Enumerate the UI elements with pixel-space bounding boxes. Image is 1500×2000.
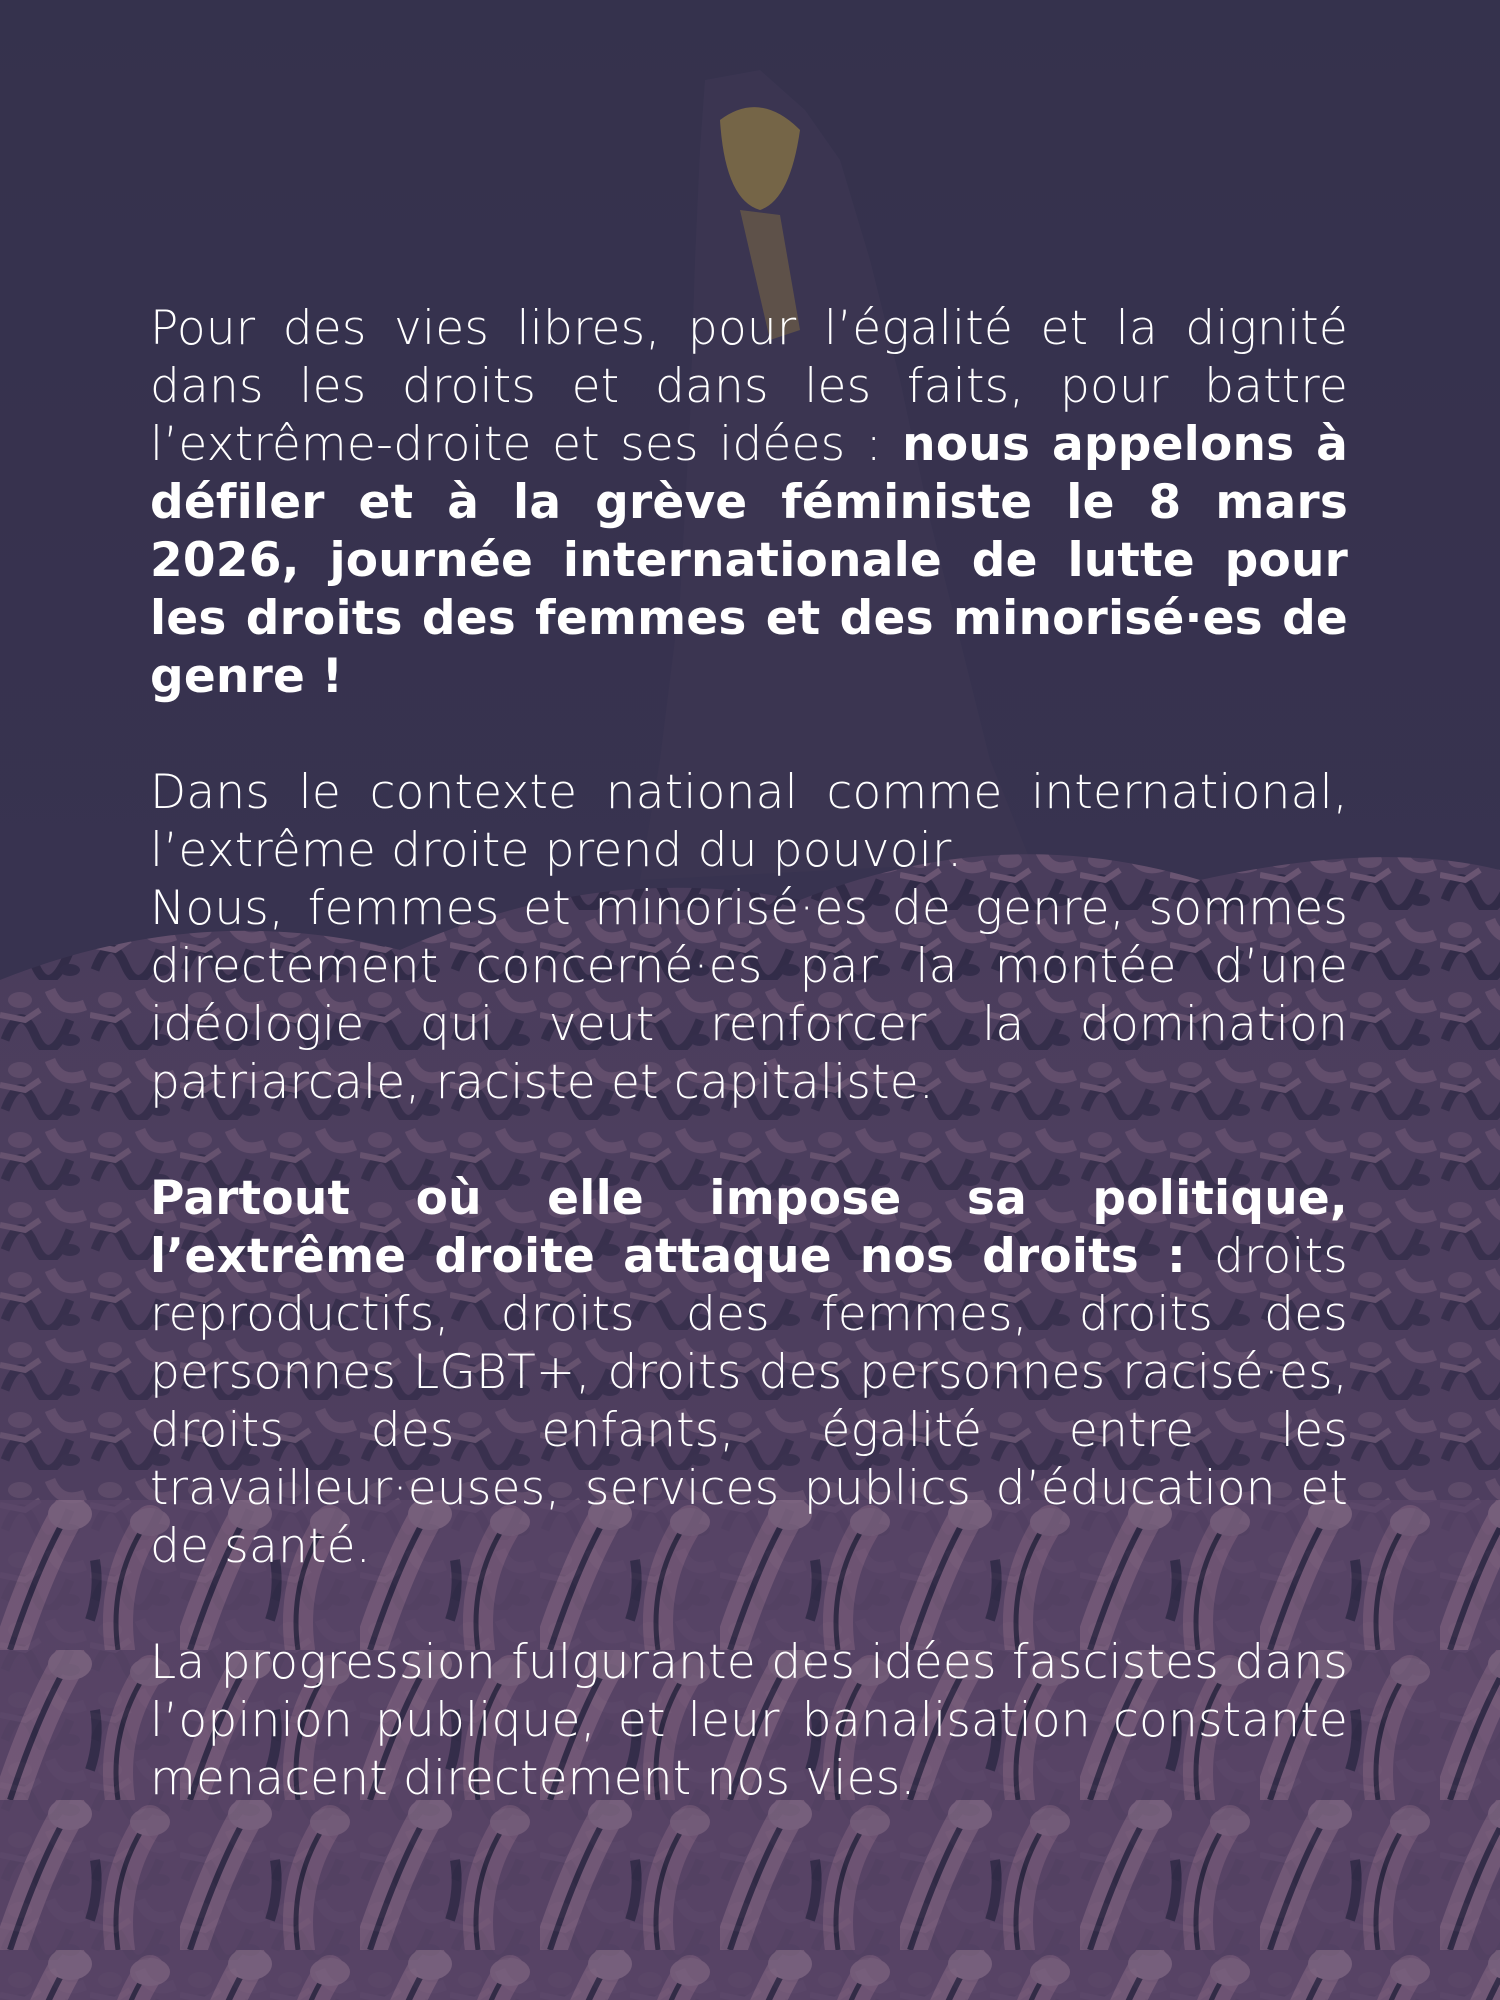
paragraph-3-plain: Nous, femmes et minorisé·es de genre, sommes directement concerné·es par la montée d’une idéologie qui veut renforcer la domination patriarcale, raciste et capitaliste. (150, 881, 1348, 1110)
paragraph-1-plain: Pour des vies libres, pour l’égalité et la dignité dans les droits et dans les faits, pour battre l’extrême-droite et ses idées : (150, 301, 1348, 472)
paragraph-call-to-strike (150, 300, 1348, 706)
paragraph-2-plain: Dans le contexte national comme international, l’extrême droite prend du pouvoir. (150, 765, 1348, 878)
paragraph-fascist-ideas (150, 1634, 1348, 1808)
paragraph-4-bold: Partout où elle impose sa politique, l’extrême droite attaque nos droits : (150, 1171, 1348, 1284)
paragraph-1-bold: nous appelons à défiler et à la grève féministe le 8 mars 2026, journée internationale de lutte pour les droits des femmes et des minorisé·es de genre ! (150, 417, 1349, 704)
paragraph-4-plain: droits reproductifs, droits des femmes, droits des personnes LGBT+, droits des personnes racisé·es, droits des enfants, égalité entre les travailleur·euses, services publics d’éducation et de santé. (150, 1229, 1348, 1574)
manifesto-text (150, 300, 1348, 1866)
paragraph-attacks-rights (150, 1170, 1348, 1576)
paragraph-5-plain: La progression fulgurante des idées fascistes dans l’opinion publique, et leur banalisation constante menacent directement nos vies. (150, 1635, 1348, 1806)
paragraph-concerned (150, 880, 1348, 1112)
paragraph-context (150, 764, 1348, 880)
